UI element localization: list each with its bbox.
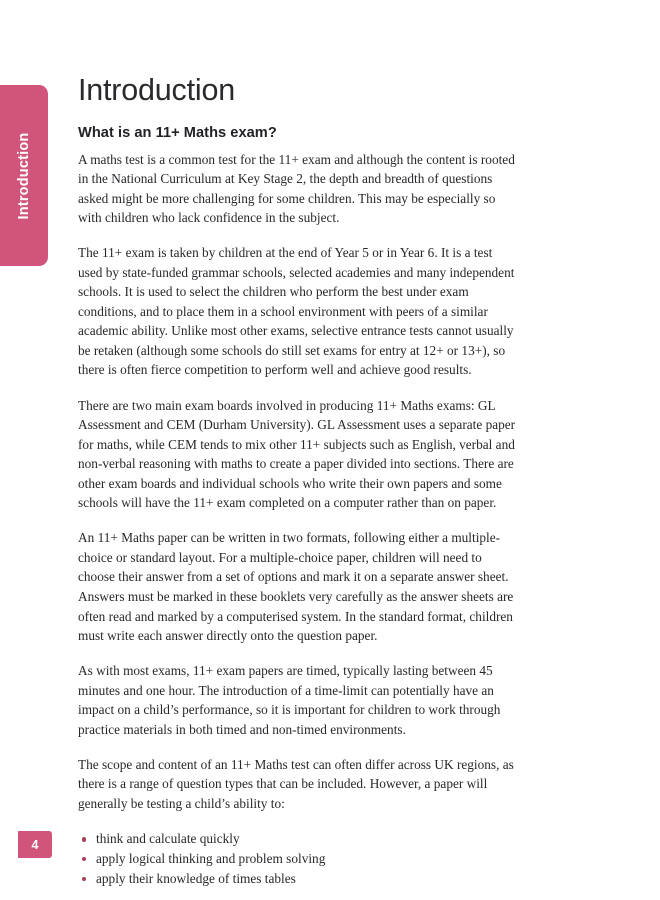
bullet-dot-icon — [82, 877, 86, 881]
list-item-label: apply logical thinking and problem solving — [96, 850, 326, 866]
page-number-chip — [18, 831, 52, 858]
chapter-side-tab-label: Introduction — [16, 132, 32, 219]
body-paragraph: An 11+ Maths paper can be written in two formats, following either a multiple-choice or standard layout. For a multiple-choice paper, children will need to choose their answer from a set of options and mark it on a separate answer sheet. Answers must be marked in these booklets very carefully as the answer sheets are often read and marked by a computerised system. In the standard format, children must write each answer directly onto the question paper. — [78, 530, 514, 644]
list-item-label: think and calculate quickly — [96, 830, 240, 846]
body-paragraph: As with most exams, 11+ exam papers are timed, typically lasting between 45 minutes and one hour. The introduction of a time-limit can potentially have an impact on a child’s performance, so it is important for children to work through practice materials in both timed and non-timed environments. — [78, 663, 501, 737]
body-paragraph: A maths test is a common test for the 11+ exam and although the content is rooted in the National Curriculum at Key Stage 2, the depth and breadth of questions asked might be more challenging for some children. This may be especially so with children who lack confidence in the subject. — [78, 151, 515, 226]
chapter-side-tab — [0, 85, 48, 266]
page-content — [78, 74, 518, 888]
list-item — [78, 849, 518, 869]
bullet-dot-icon — [82, 857, 86, 861]
bullet-dot-icon — [82, 837, 86, 841]
body-paragraph: There are two main exam boards involved in producing 11+ Maths exams: GL Assessment and CEM (Durham University). GL Assessment uses a separate paper for maths, while CEM tends to mix other 11+ subjects such as English, verbal and non-verbal reasoning with maths to create a paper divided into sections. There are other exam boards and individual schools who write their own papers and some schools will have the 11+ exam completed on a computer rather than on paper. — [78, 397, 516, 511]
body-paragraph: The 11+ exam is taken by children at the end of Year 5 or in Year 6. It is a test used by state-funded grammar schools, selected academies and many independent schools. It is used to select the children who perform the best under exam conditions, and to place them in a school environment with peers of a similar academic ability. Unlike most other exams, selective entrance tests cannot usually be retaken (although some schools do still set exams for entry at 12+ or 13+), so there is often fierce competition to perform well and achieve good results. — [78, 245, 515, 378]
page-number: 4 — [31, 837, 39, 852]
list-item-label: apply their knowledge of times tables — [96, 870, 296, 886]
section-heading: What is an 11+ Maths exam? — [78, 125, 277, 142]
ability-bullet-list — [78, 829, 518, 888]
list-item — [78, 869, 518, 889]
body-paragraph: The scope and content of an 11+ Maths test can often differ across UK regions, as there is a range of question types that can be included. However, a paper will generally be testing a child’s ability to: — [78, 756, 514, 811]
page-title: Introduction — [78, 73, 235, 107]
list-item — [78, 829, 518, 849]
